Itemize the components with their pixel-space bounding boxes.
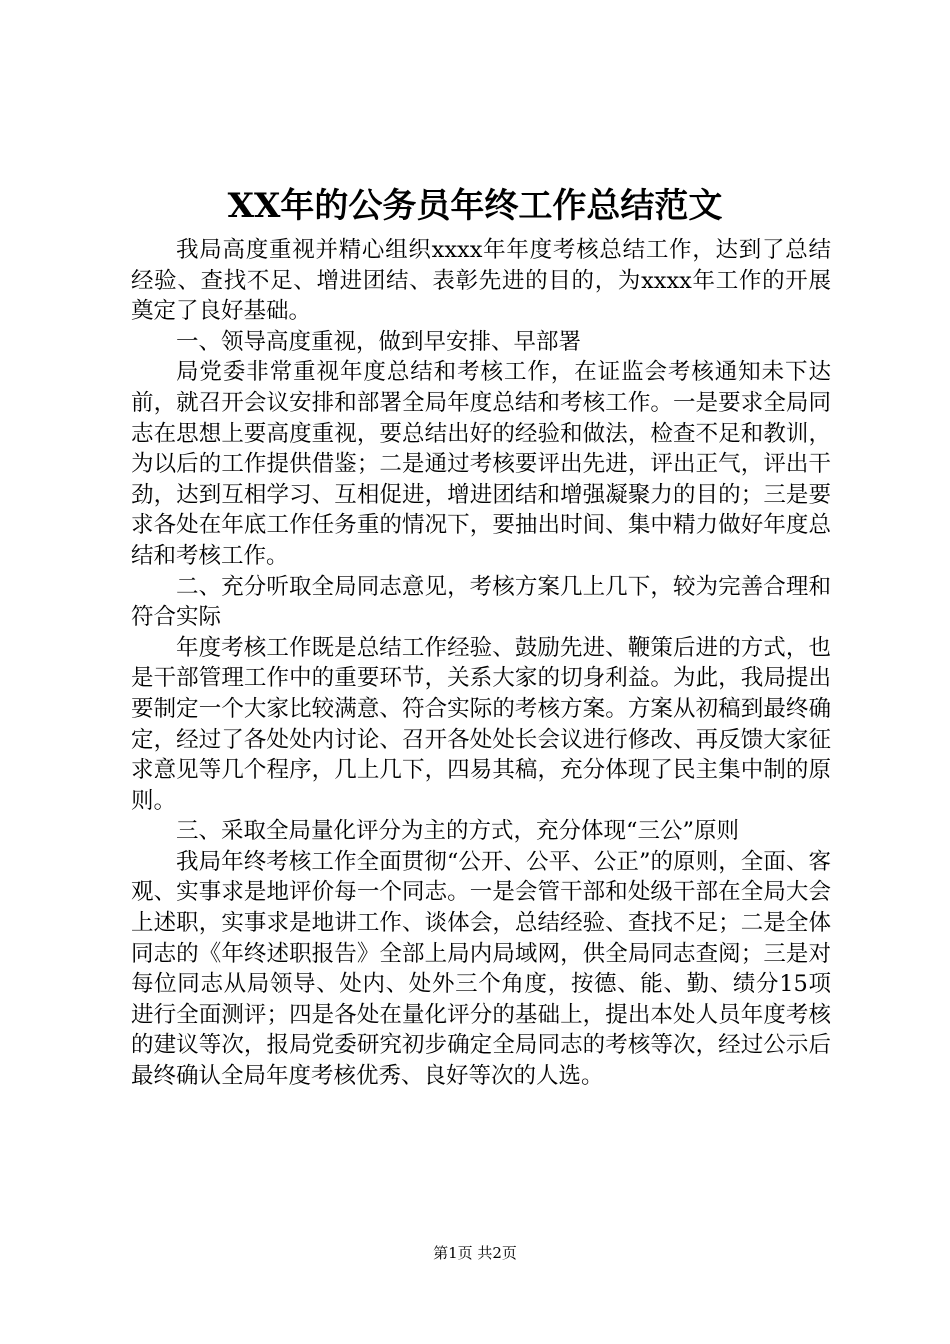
section-heading-1: 一、领导高度重视，做到早安排、早部署 <box>176 328 582 355</box>
page-footer: 第1页 共2页 <box>433 1244 517 1262</box>
section-heading-2: 二、充分听取全局同志意见，考核方案几上几下，较为完善合理和符合实际 <box>131 573 831 631</box>
document-title: XX年的公务员年终工作总结范文 <box>227 186 723 226</box>
section-paragraph-1: 局党委非常重视年度总结和考核工作，在证监会考核通知未下达前，就召开会议安排和部署全局年度总结和考核工作。一是要求全局同志在思想上要高度重视，要总结出好的经验和做法，检查不足和教训，为以后的工作提供借鉴；二是通过考核要评出先进，评出正气，评出干劲，达到互相学习、互相促进，增进团结和增强凝聚力的目的；三是要求各处在年底工作任务重的情况下，要抽出时间、集中精力做好年度总结和考核工作。 <box>131 359 831 569</box>
section-heading-3: 三、采取全局量化评分为主的方式，充分体现“三公”原则 <box>176 818 740 845</box>
intro-paragraph: 我局高度重视并精心组织xxxx年年度考核总结工作，达到了总结经验、查找不足、增进团结、表彰先进的目的，为xxxx年工作的开展奠定了良好基础。 <box>131 237 831 325</box>
document-body <box>131 235 831 1092</box>
section-paragraph-2: 年度考核工作既是总结工作经验、鼓励先进、鞭策后进的方式，也是干部管理工作中的重要环节，关系大家的切身利益。为此，我局提出要制定一个大家比较满意、符合实际的考核方案。方案从初稿到最终确定，经过了各处处内讨论、召开各处处长会议进行修改、再反馈大家征求意见等几个程序，几上几下，四易其稿，充分体现了民主集中制的原则。 <box>131 634 831 814</box>
section-paragraph-3: 我局年终考核工作全面贯彻“公开、公平、公正”的原则，全面、客观、实事求是地评价每一个同志。一是会管干部和处级干部在全局大会上述职，实事求是地讲工作、谈体会，总结经验、查找不足；二是全体同志的《年终述职报告》全部上局内局域网，供全局同志查阅；三是对每位同志从局领导、处内、处外三个角度，按德、能、勤、绩分15项进行全面测评；四是各处在量化评分的基础上，提出本处人员年度考核的建议等次，报局党委研究初步确定全局同志的考核等次，经过公示后最终确认全局年度考核优秀、良好等次的人选。 <box>131 848 831 1090</box>
